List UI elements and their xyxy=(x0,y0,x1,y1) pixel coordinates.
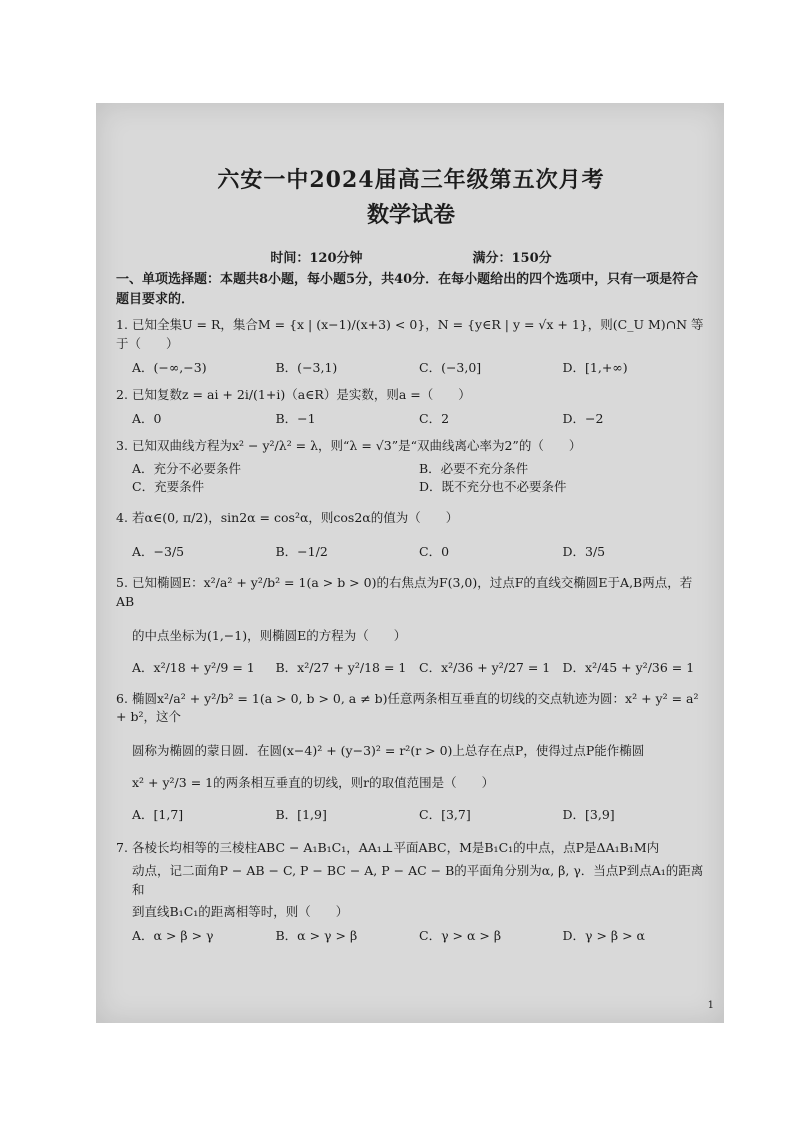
exam-meta xyxy=(116,247,706,266)
options-6 xyxy=(116,805,706,823)
question-5-line-2: 的中点坐标为(1,−1)，则椭圆E的方程为（ ） xyxy=(132,627,407,643)
question-7-line-2: 动点，记二面角P − AB − C, P − BC − A, P − AC − B的平面角分别为α, β, γ．当点P到点A₁的距离和 xyxy=(132,862,704,897)
option-c: C．2 xyxy=(419,410,450,426)
option-c: C．0 xyxy=(419,544,450,560)
option-a: A．(−∞,−3) xyxy=(132,359,207,375)
page-number: 1 xyxy=(707,1000,714,1011)
option-a: A．0 xyxy=(132,410,162,426)
question-text: 各棱长均相等的三棱柱ABC − A₁B₁C₁，AA₁⊥平面ABC，M是B₁C₁的中点，点P是ΔA₁B₁M内 xyxy=(132,840,660,856)
exam-time: 时间：120分钟 xyxy=(270,251,363,266)
option-d: D．既不充分也不必要条件 xyxy=(419,479,567,495)
options-5 xyxy=(116,658,706,676)
question-7-line-3: 到直线B₁C₁的距离相等时，则（ ） xyxy=(132,904,349,920)
option-c: C．充要条件 xyxy=(132,479,205,495)
option-b: B．α > γ > β xyxy=(275,928,358,944)
question-3: 3. 已知双曲线方程为x² − y²/λ² = λ，则“λ = √3”是“双曲线离心率为2”的（ ） xyxy=(116,437,582,453)
options-3 xyxy=(116,459,706,495)
option-c: C．γ > α > β xyxy=(419,928,502,944)
option-a: A．[1,7] xyxy=(132,807,184,823)
option-b: B．−1 xyxy=(275,410,316,426)
option-b: B．x²/27 + y²/18 = 1 xyxy=(275,659,407,675)
option-d: D．3/5 xyxy=(562,544,606,560)
exam-subtitle: 数学试卷 xyxy=(366,202,455,228)
question-7: 7. 各棱长均相等的三棱柱ABC − A₁B₁C₁，AA₁⊥平面ABC，M是B₁C₁的中点，点P是ΔA₁B₁M内 xyxy=(116,840,660,856)
exam-paper xyxy=(96,103,724,1023)
option-d: D．−2 xyxy=(562,410,604,426)
options-2 xyxy=(116,409,706,427)
option-b: B．(−3,1) xyxy=(275,359,338,375)
question-2: 2. 已知复数z = ai + 2i/(1+i)（a∈R）是实数，则a =（ ） xyxy=(116,386,471,402)
question-text: 已知双曲线方程为x² − y²/λ² = λ，则“λ = √3”是“双曲线离心率为2”的（ ） xyxy=(132,437,582,453)
question-text: 若α∈(0, π/2)，sin2α = cos²α，则cos2α的值为（ ） xyxy=(132,510,459,526)
section-heading: 一、单项选择题：本题共8小题，每小题5分，共40分．在每小题给出的四个选项中，只有一项是符合题目要求的． xyxy=(116,272,699,308)
options-4 xyxy=(116,542,706,560)
question-text: 已知全集U = R，集合M = {x | (x−1)/(x+3) < 0}，N = {y∈R | y = √x + 1}，则(C_U M)∩N 等于（ ） xyxy=(116,317,704,352)
option-b: B．−1/2 xyxy=(275,544,328,560)
option-d: D．[1,+∞) xyxy=(562,359,628,375)
exam-score: 满分：150分 xyxy=(472,251,552,266)
option-a: A．α > β > γ xyxy=(132,928,214,944)
question-6: 6. 椭圆x²/a² + y²/b² = 1(a > 0, b > 0, a ≠ b)任意两条相互垂直的切线的交点轨迹为圆：x² + y² = a² + b²，这个 xyxy=(116,690,699,725)
exam-content xyxy=(116,163,706,954)
question-text: 已知椭圆E：x²/a² + y²/b² = 1(a > b > 0)的右焦点为F(3,0)，过点F的直线交椭圆E于A,B两点，若AB xyxy=(116,575,693,609)
option-a: A．充分不必要条件 xyxy=(132,461,242,477)
option-c: C．x²/36 + y²/27 = 1 xyxy=(419,659,551,675)
options-7 xyxy=(116,926,706,944)
option-d: D．γ > β > α xyxy=(562,928,646,944)
option-a: A．−3/5 xyxy=(132,544,185,560)
options-1 xyxy=(116,358,706,376)
option-d: D．x²/45 + y²/36 = 1 xyxy=(562,659,695,675)
question-4: 4. 若α∈(0, π/2)，sin2α = cos²α，则cos2α的值为（ ） xyxy=(116,510,459,526)
option-c: C．[3,7] xyxy=(419,807,471,823)
question-6-line-2: 圆称为椭圆的蒙日圆．在圆(x−4)² + (y−3)² = r²(r > 0)上总存在点P，使得过点P能作椭圆 xyxy=(132,743,645,759)
question-1: 1. 已知全集U = R，集合M = {x | (x−1)/(x+3) < 0}，N = {y∈R | y = √x + 1}，则(C_U M)∩N 等于（ ） xyxy=(116,317,704,352)
question-5: 5. 已知椭圆E：x²/a² + y²/b² = 1(a > b > 0)的右焦点为F(3,0)，过点F的直线交椭圆E于A,B两点，若AB xyxy=(116,575,693,609)
question-text: 已知复数z = ai + 2i/(1+i)（a∈R）是实数，则a =（ ） xyxy=(132,386,471,402)
option-c: C．(−3,0] xyxy=(419,359,482,375)
option-b: B．必要不充分条件 xyxy=(419,461,529,477)
question-text: 椭圆x²/a² + y²/b² = 1(a > 0, b > 0, a ≠ b)任意两条相互垂直的切线的交点轨迹为圆：x² + y² = a² + b²，这个 xyxy=(116,690,699,725)
question-6-line-3: x² + y²/3 = 1的两条相互垂直的切线，则r的取值范围是（ ） xyxy=(132,775,495,791)
option-a: A．x²/18 + y²/9 = 1 xyxy=(132,659,255,675)
exam-title: 六安一中2024届高三年级第五次月考 xyxy=(217,167,605,193)
option-b: B．[1,9] xyxy=(275,807,327,823)
option-d: D．[3,9] xyxy=(562,807,615,823)
